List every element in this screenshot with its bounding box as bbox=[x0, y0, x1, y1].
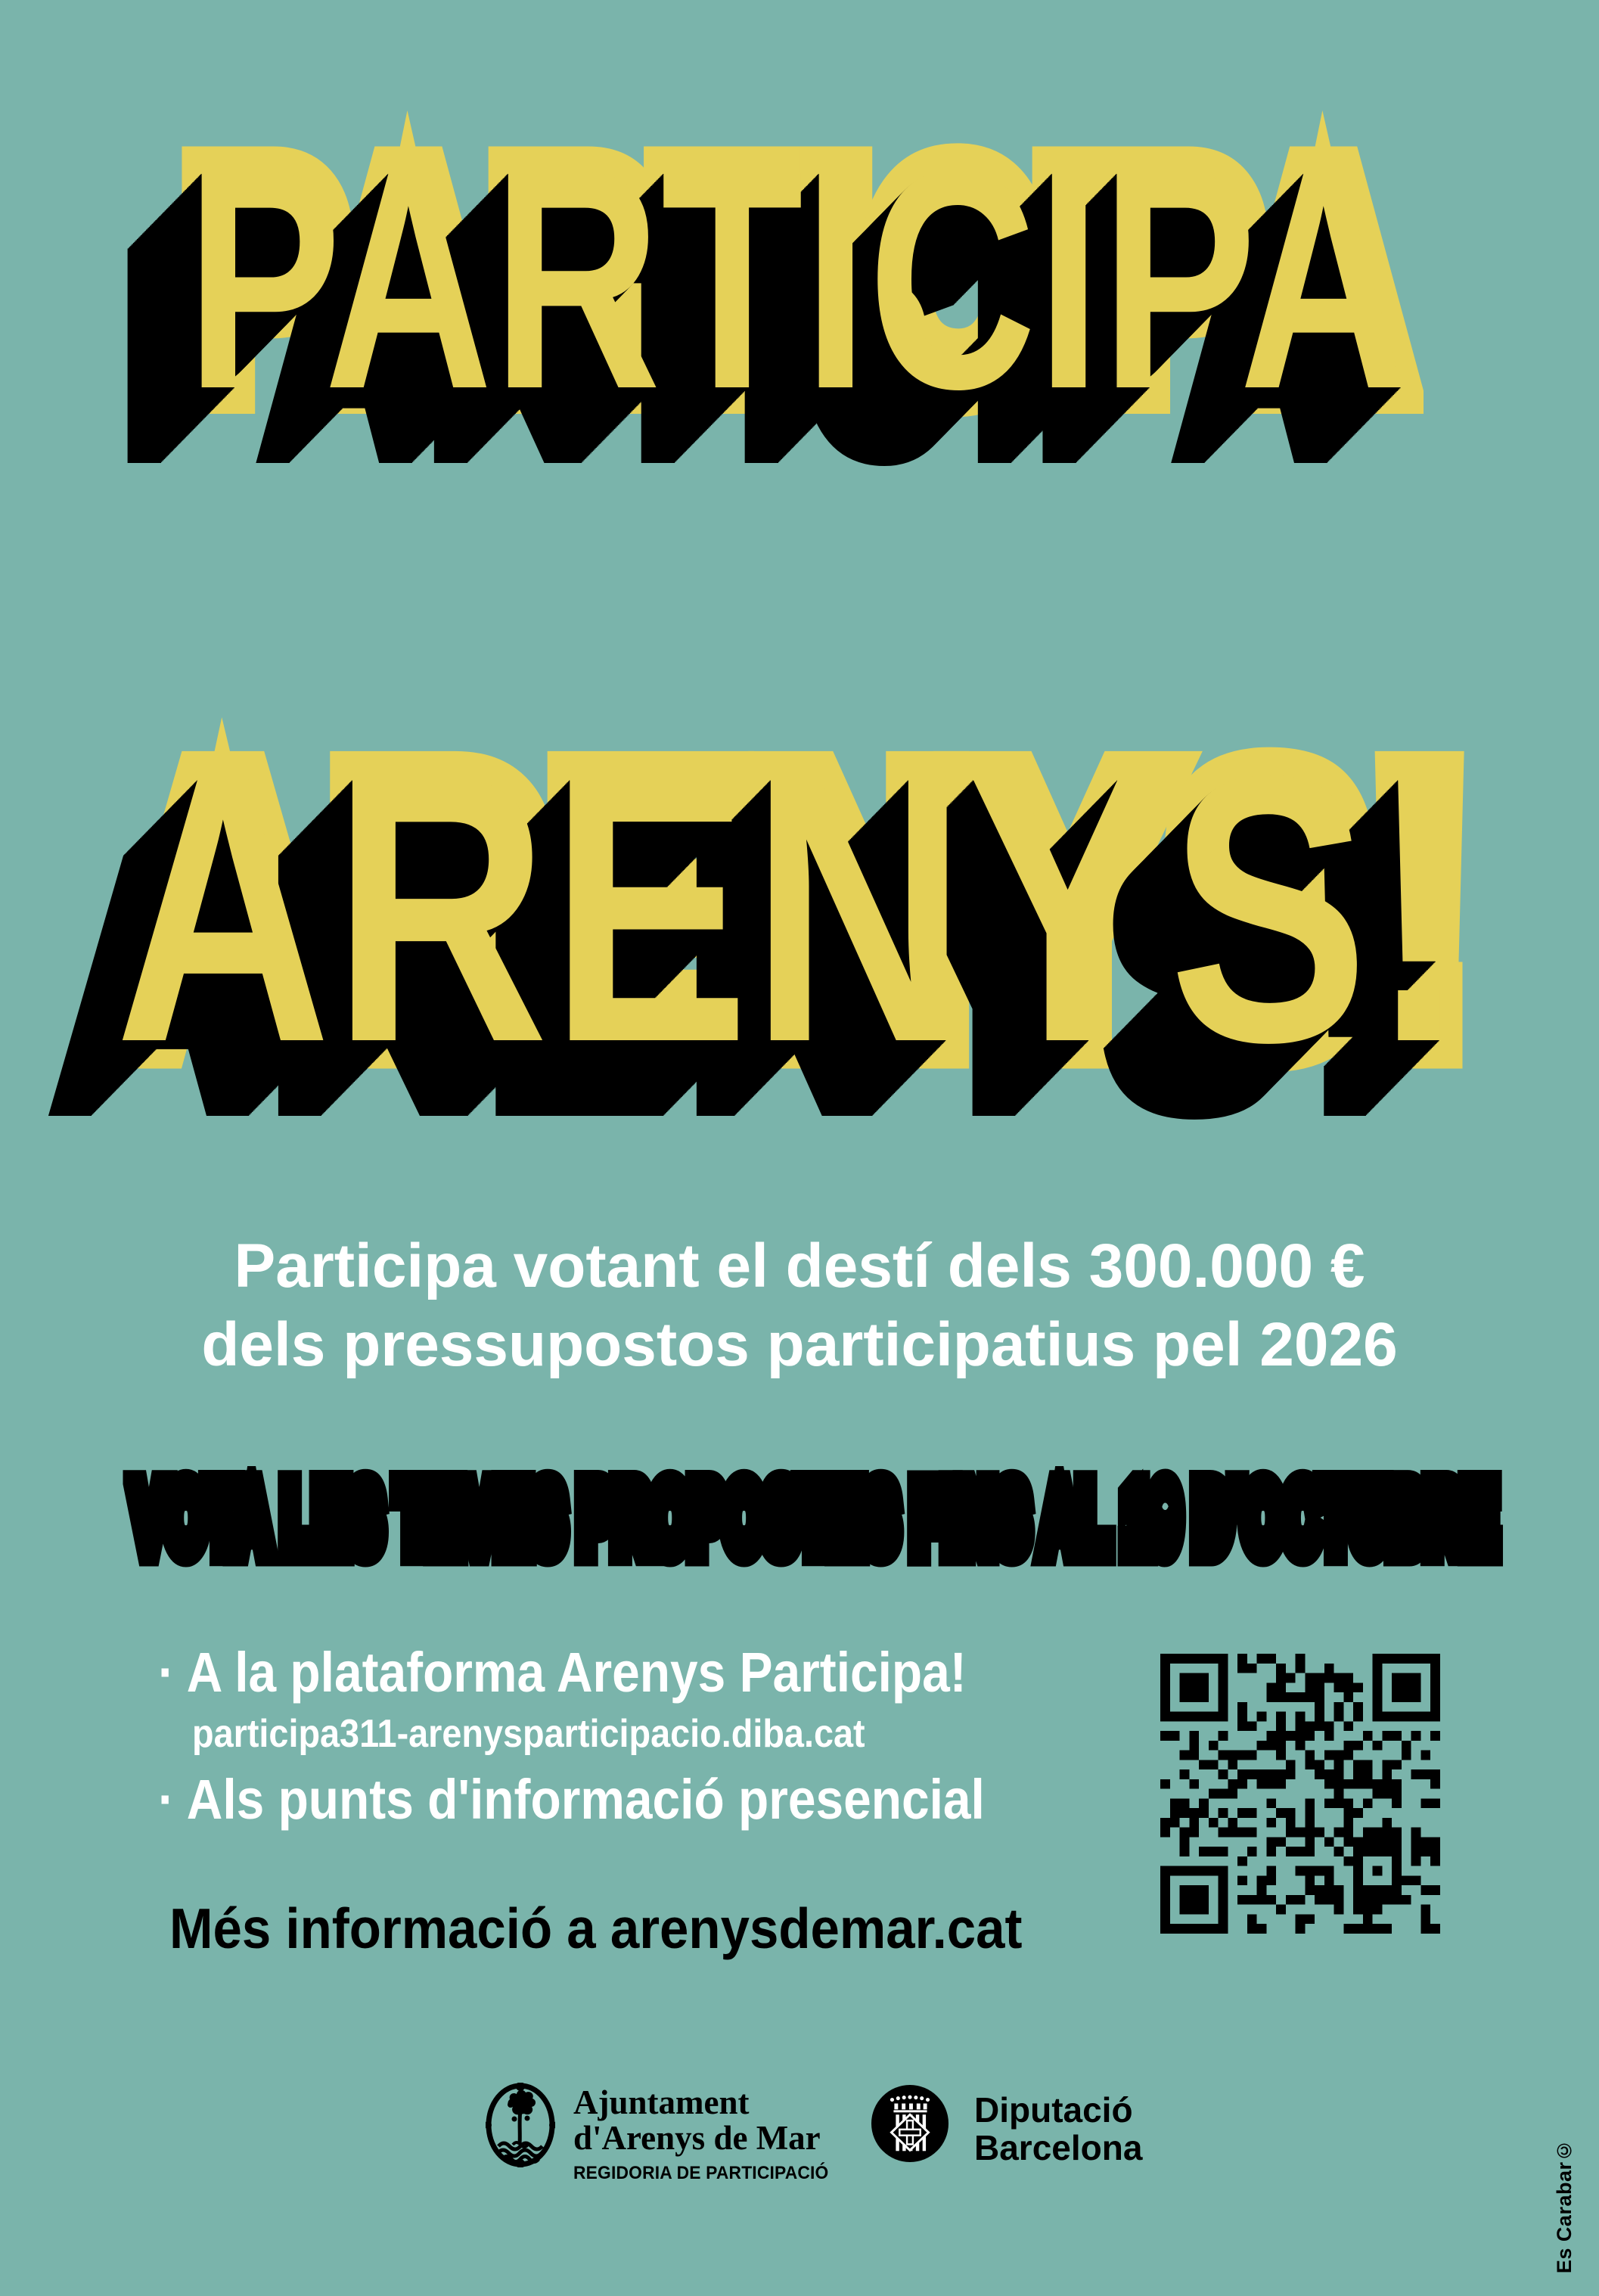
title-arenys-text: ARENYS! bbox=[115, 697, 1471, 1121]
ajuntament-text-block bbox=[573, 2085, 842, 2184]
bullet-platform: · A la plataforma Arenys Participa! bbox=[158, 1641, 967, 1704]
arenys-coat-of-arms-icon bbox=[486, 2083, 555, 2167]
bullet-info-points: · Als punts d'informació presencial bbox=[158, 1768, 985, 1831]
ajuntament-name-line1: Ajuntament bbox=[573, 2083, 750, 2121]
diputacio-text-block bbox=[974, 2091, 1142, 2167]
diputacio-line1: Diputació bbox=[974, 2090, 1133, 2130]
diputacio-line2: Barcelona bbox=[974, 2128, 1143, 2167]
credit-studio: Es Carabar© bbox=[1553, 2138, 1576, 2273]
subtitle bbox=[0, 1227, 1599, 1384]
qr-code-icon bbox=[1160, 1654, 1440, 1934]
more-info: Més informació a arenysdemar.cat bbox=[169, 1897, 1023, 1960]
deadline-banner bbox=[0, 1466, 1599, 1571]
qr-code-svg bbox=[1160, 1654, 1440, 1934]
diputacio-barcelona-icon bbox=[871, 2084, 949, 2163]
subtitle-line2: dels pressupostos participatius pel 2026 bbox=[201, 1310, 1398, 1379]
title-line-participa bbox=[186, 106, 1599, 454]
title-participa-text: PARTICIPA bbox=[186, 106, 1408, 454]
title-line-arenys bbox=[115, 697, 1599, 1121]
ajuntament-name-line2: d'Arenys de Mar bbox=[573, 2119, 821, 2157]
ajuntament-department: REGIDORIA DE PARTICIPACIÓ bbox=[573, 2163, 829, 2183]
platform-url: participa311-arenysparticipacio.diba.cat bbox=[192, 1712, 865, 1756]
deadline-banner-text: VOTA LES TEVES PROPOSTES FINS AL 19 D'OCTUBRE bbox=[131, 1466, 1497, 1571]
subtitle-line1: Participa votant el destí dels 300.000 € bbox=[234, 1232, 1365, 1300]
